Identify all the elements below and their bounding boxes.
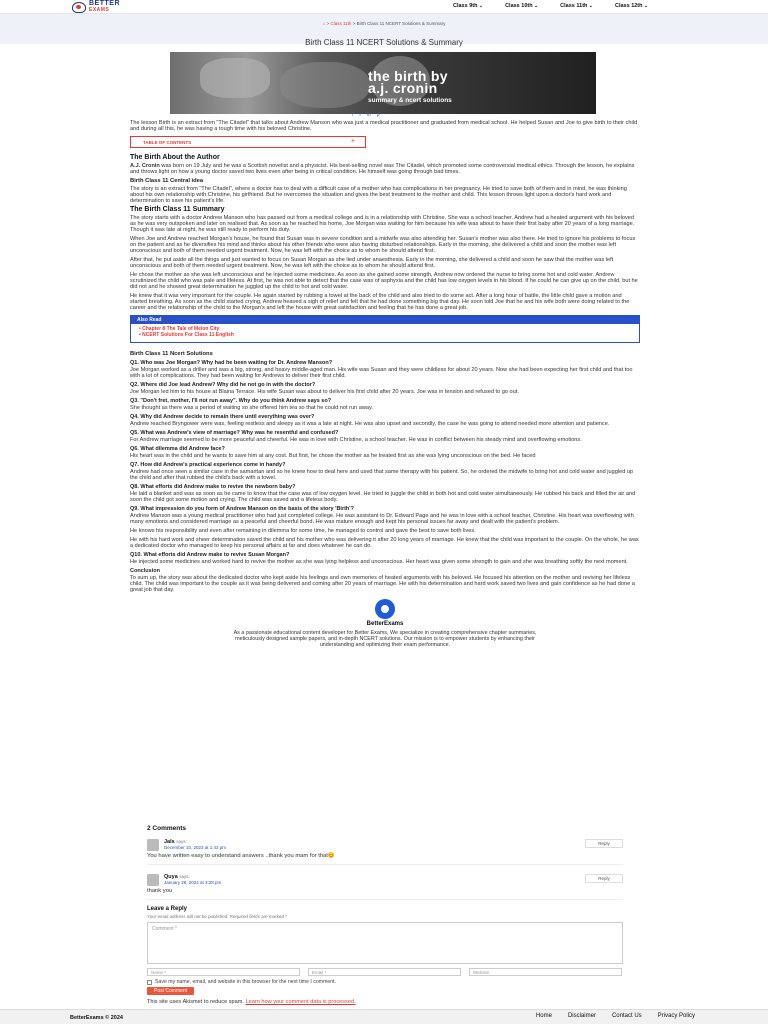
intro-paragraph: The lesson Birth is an extract from "The Citadel" that talks about Andrew Manson who was just a medical practitioner and graduated from medical school. He helped Susan and Joe to give birth to their child and during all this, he was having a tough time with his beloved Christine.	[130, 120, 638, 132]
consent-label: Save my name, email, and website in this browser for the next time I comment.	[155, 979, 337, 985]
question: Q9. What impression do you form of Andrew Manson on the basis of the story 'Birth'?	[130, 505, 354, 512]
footer-link-contact[interactable]: Contact Us	[611, 1013, 642, 1019]
footer-link-home[interactable]: Home	[535, 1013, 552, 1019]
question: Q10. What efforts did Andrew make to revive Susan Morgan?	[130, 551, 290, 558]
website-field[interactable]: Website	[469, 968, 622, 976]
answer: Andrew reached Bryngower were was, feeling restless and sleepy as it was a late at night. He was also upset and secondly, the case he was going to attend needed more attention and patience.	[130, 420, 610, 427]
copyright: BetterExams © 2024	[70, 1015, 123, 1021]
breadcrumb-home-icon[interactable]: ⌂	[322, 21, 326, 26]
comment-fields	[147, 968, 623, 976]
linkedin-icon[interactable]: in	[366, 112, 371, 118]
question: Q6. What dilemma did Andrew face?	[130, 445, 225, 452]
comment-author: Jals	[164, 839, 175, 845]
pinterest-icon[interactable]: p	[376, 112, 380, 118]
also-read-box	[130, 315, 640, 343]
facebook-icon[interactable]: f	[352, 112, 354, 118]
footer-nav	[536, 1013, 695, 1019]
section-heading: Birth Class 11 Ncert Solutions	[130, 350, 213, 357]
site-header	[0, 0, 768, 14]
author-box	[225, 599, 545, 648]
article-body	[130, 120, 640, 648]
plus-icon: +	[350, 137, 355, 145]
comment-date[interactable]: December 10, 2023 at 1:43 pm	[164, 845, 227, 850]
answer: His heart was in the child and he wants to save him at any cost. But first, he chose the mother as he treated first as she was lying unconscious on the bed. He faced	[130, 452, 536, 459]
comment-text: You have written easy to understand answers ..thank you mam for that😊	[147, 853, 336, 859]
hero-title-line2: a.j. cronin	[368, 80, 438, 96]
answer: Andrew had once seen a similar case in the samaritan and so he knew how to deal here and used that same therapy with his patient. So, he ordered the midwife to bring hot and cold water and juggled up the child and after that rubbed the child's back with a towel.	[130, 468, 634, 481]
breadcrumb-class-11[interactable]: Class 11th	[330, 21, 352, 26]
summary-paragraph: The story starts with a doctor Andrew Manson who has passed out from a medical college and is in a relationship with Christine. She was a school teacher. Andrew had a heated argument with his beloved as he was very outspoken and later on realised that. As soon as he reached his home, Joe Morgan was waiting for him because his wife was about to have their first baby after 20 years of a long marriage. Though it was late at night, he was still ready to perform his duty.	[130, 214, 635, 233]
email-field[interactable]: Email *	[308, 968, 461, 976]
comment-textarea[interactable]: Comment *	[147, 922, 623, 964]
answer: Joe Morgan worked as a driller and was a big, strong, and heavy middle-aged man. His wife was Susan and they were childless for about 20 years. Now she had been expecting her first child and that too with a lot of complications. They had been waiting for Andrews to deliver their first child.	[130, 366, 633, 379]
reply-button[interactable]: Reply	[585, 839, 623, 848]
question: Q7. How did Andrew's practical experience come in handy?	[130, 461, 286, 468]
also-read-link[interactable]: • Chapter 8 The Tale of Melon City	[139, 326, 631, 333]
summary-paragraph: He knew that it was very important for the couple. He again started by rubbing a towel at the back of the child and also tried to do some act. After a long hour of battle, the little child gave a motion and started breathing. As soon as the child started crying, Andrew heaved a sigh of relief and felt that he had done something big that day. He soon told Joe that he and his wife both were doing related to the career and the relationship of the child to the Morgan's and left the house with great satisfaction and feeling that he has done a great job.	[130, 292, 630, 311]
conclusion-paragraph: To sum up, the story was about the dedicated doctor who kept aside his feelings and own memories of heated arguments with his beloved. He focused his attention on the mother and reviving her lifeless child. The child was important to the couple as it was being delivered and coming after 20 years of marriage. He with his determination and hard work saved two lives and gain confidence as he had done a great job that day.	[130, 574, 635, 593]
comment-author: Quya	[164, 874, 178, 880]
comments-title: 2 Comments	[147, 825, 187, 832]
featured-image	[170, 52, 596, 114]
site-footer	[0, 1009, 768, 1024]
answer: Joe Morgan led him to his house at Blaina Terrace. His wife Susan was about to deliver his first child after 20 years. Joe was in tension and refused to go out.	[130, 388, 519, 395]
question: Q5. What was Andrew's view of marriage? Why was he resentful and confused?	[130, 429, 339, 436]
comment-text: thank you	[147, 888, 173, 894]
required-notes: Your email address will not be published. Required fields are marked *	[147, 914, 287, 919]
answer: He with his hard work and sheer determination saved the child and his mother who was delivering it after 20 long years of marriage. He knew that the child was important to the couple. On the whole, he was a dedicated doctor who managed to keep his personal affairs at far and does whatever he can do.	[130, 536, 639, 549]
breadcrumb: ⌂ > Class 11th > Birth Class 11 NCERT Solutions & Summary	[322, 21, 446, 26]
logo-name: BETTER	[89, 0, 120, 7]
question: Q2. Where did Joe lead Andrew? Why did he not go in with the doctor?	[130, 381, 316, 388]
summary-paragraph: When Joe and Andrew reached Morgan's house, he found that Susan was in severe condition and a midwife was also attending her. Susan's mother was also there. He tried to ignore his problems to focus on the patient and as he diversifies his mind and thinks about his other friends who were also having disturbed relationships. Early in the morning, she delivered a child and soon the mother was left unconscious and both of them needed urgent treatment. Now, he was left with the choice as to whom he should attend first.	[130, 235, 636, 254]
akismet-notice: This site uses Akismet to reduce spam. Learn how your comment data is processed.	[147, 999, 356, 1005]
footer-link-privacy[interactable]: Privacy Policy	[657, 1013, 695, 1019]
question: Q8. What efforts did Andrew make to revive the newborn baby?	[130, 483, 296, 490]
akismet-link[interactable]: Learn how your comment data is processed.	[245, 999, 356, 1005]
answer: She thought as there was a period of waiting so she offered him tea so that he could not run away.	[130, 404, 373, 411]
section-heading: The Birth Class 11 Summary	[130, 205, 225, 213]
comment-item: Quya says: January 28, 2024 at 3:28 pm Reply thank you	[147, 871, 623, 900]
consent-row	[147, 979, 623, 985]
title-banner	[0, 14, 768, 47]
conclusion-heading: Conclusion	[130, 567, 160, 574]
author-paragraph: A.J. Cronin was born on 19 July and he was a Scottish novelist and a physicist. His best-selling novel was The Citadel, which promoted some controversial medical ethics. Through the lesson, he explains and throws light on how a young doctor saved two lives even after being in critical condition. He himself was going through bad times.	[130, 163, 635, 175]
answer: He laid a blanket and was as soon as he came to know that the case was of low oxygen level. He tried to juggle the child in both hot and cold water simultaneously. He rubbed his back and filled the air and soon the child got some motion and crying. The child was saved and a lifeless body.	[130, 490, 636, 503]
answer: He injected some medicines and worked hard to revive the mother as she was lying helpless and unconscious. Her heart was given some strength to gain and she was breathing softly the next moment.	[130, 558, 628, 565]
answer: Andrew Manson was a young medical practitioner who had just completed college. He was assistant to Dr. Edward Page and he was in love with a school teacher, Christine. His heart was overflowing with many emotions and considered marriage as a peaceful and cheerful bond. He was mature enough and kept his personal issues far away and dealt with the patient's problem.	[130, 512, 634, 525]
question: Q1. Who was Joe Morgan? Why had he been waiting for Dr. Andrew Manson?	[130, 359, 333, 366]
footer-link-disclaimer[interactable]: Disclaimer	[567, 1013, 596, 1019]
comments-section	[147, 825, 623, 1005]
author-name[interactable]: BetterExams	[366, 620, 404, 627]
summary-paragraph: After that, he put aside all the things and just wanted to focus on Susan Morgan as she lied under anaesthesia. Early in the morning, she delivered a child and soon he saw that the mother was left unconscious and both of them needed urgent treatment. Now, he was left with the choice as to whom he should attend first.	[130, 256, 614, 269]
breadcrumb-current: Birth Class 11 NCERT Solutions & Summary	[356, 21, 446, 26]
post-comment-button[interactable]: Post Comment	[147, 987, 194, 995]
question: Q4. Why did Andrew decide to remain there until everything was over?	[130, 413, 315, 420]
site-logo[interactable]	[72, 1, 120, 13]
twitter-icon[interactable]: t	[359, 112, 361, 118]
avatar	[147, 839, 159, 851]
consent-checkbox[interactable]	[147, 980, 152, 985]
logo-sub: EXAMS	[89, 7, 110, 13]
section-heading: The Birth About the Author	[130, 154, 220, 161]
hero-title-line1: the birth by	[368, 68, 448, 84]
share-buttons	[352, 112, 379, 118]
also-read-title: Also Read	[131, 316, 639, 324]
logo-icon	[72, 2, 86, 13]
main-nav	[453, 3, 648, 9]
author-logo-icon	[375, 599, 395, 619]
comment-item: Jals says: December 10, 2023 at 1:43 pm Reply You have written easy to understand answers ..thank you mam for that😊	[147, 836, 623, 865]
nav-item-class-11[interactable]: Class 11th ⌄	[560, 3, 593, 9]
answer: He knows his responsibility and even after remaining in dilemma for some time, he managed to control and gave the best to save both lives.	[130, 527, 476, 534]
answer: For Andrew marriage seemed to be more peaceful and cheerful. He was in love with Christine, a school teacher. He was in conflict between his steady mind and overflowing emotions.	[130, 436, 582, 443]
summary-paragraph: He chose the mother as she was left unconscious and he injected some medicines. As soon as she gained some strength, Andrew now ordered the nurse to bring some hot and cold water. Andrew scrutinized the child who was pale and lifeless. At first, he was not able to detect that the case was of asphyxia and the child has low oxygen levels in his blood. If he could he can give up on the child, but he did not and he showed great determination he juggled up the child to hot and cold water.	[130, 271, 638, 290]
question: Q3. "Don't fret, mother, I'll not run away". Why do you think Andrew says so?	[130, 397, 332, 404]
table-of-contents-toggle[interactable]: TABLE OF CONTENTS +	[130, 136, 366, 148]
hero-subtitle: summary & ncert solutions	[368, 97, 452, 104]
nav-item-class-12[interactable]: Class 12th ⌄	[615, 3, 648, 9]
avatar	[147, 874, 159, 886]
central-idea-paragraph: The story is an extract from "The Citadel", where a doctor has to deal with a difficult case of a mother who has complications in her pregnancy. He tried to save both of them and in mind, he was thinking about his own relationship with Christine, his girlfriend. But he overcomes the situation and gives the best treatment to the mother and child. This lesson throws light upon a doctor's hard work and determination to save his patient's life.	[130, 185, 627, 204]
also-read-link[interactable]: • NCERT Solutions For Class 11 English	[139, 332, 631, 339]
nav-item-class-10[interactable]: Class 10th ⌄	[505, 3, 538, 9]
comment-date[interactable]: January 28, 2024 at 3:28 pm	[164, 880, 222, 885]
section-heading: Birth Class 11 Central idea	[130, 178, 204, 184]
reply-button[interactable]: Reply	[585, 874, 623, 883]
leave-reply-heading: Leave a Reply	[147, 906, 188, 912]
author-bio: As a passionate educational content developer for Better Exams, We specialize in creating comprehensive chapter summaries, meticulously designed sample papers, and in-depth NCERT solutions. Our mission is to empower students by enhancing their understanding and optimizing their exam performance.	[233, 629, 537, 648]
page-title: Birth Class 11 NCERT Solutions & Summary	[305, 38, 463, 47]
nav-item-class-9[interactable]: Class 9th ⌄	[453, 3, 483, 9]
name-field[interactable]: Name *	[147, 968, 300, 976]
